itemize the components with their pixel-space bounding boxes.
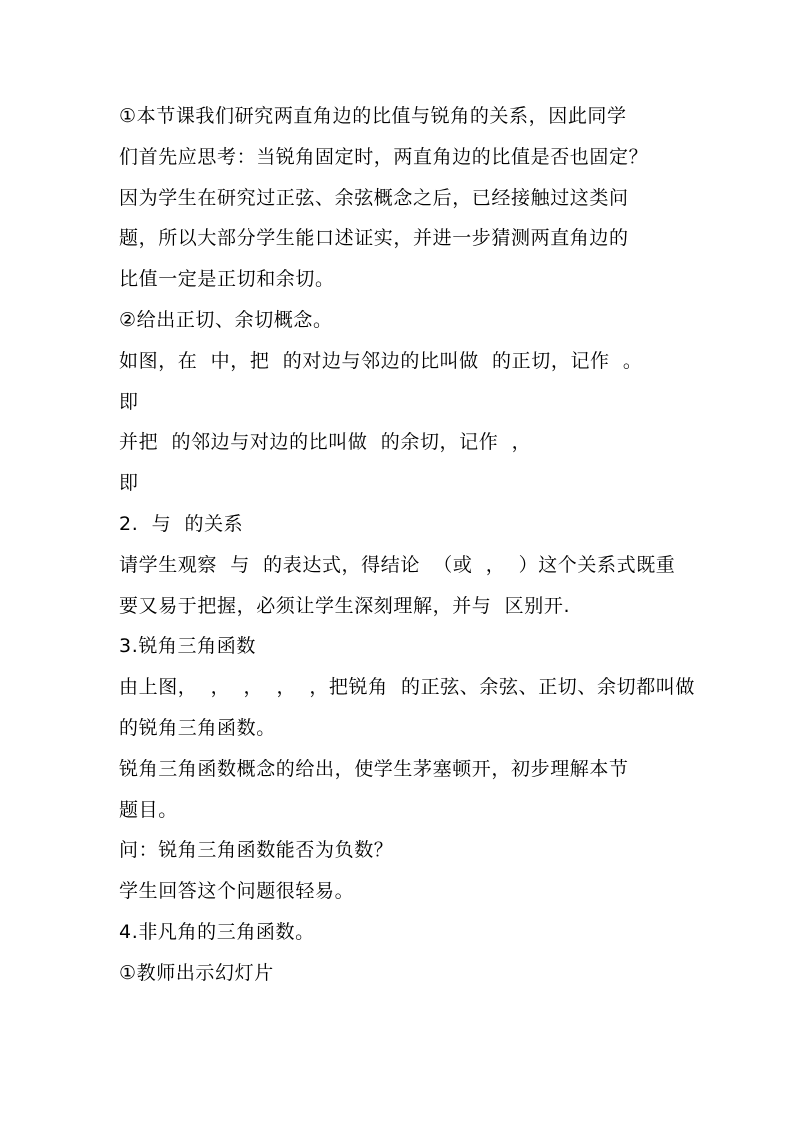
paragraph-line: 问：锐角三角函数能否为负数？ — [119, 839, 394, 862]
section-heading: 3.锐角三角函数 — [119, 635, 256, 658]
paragraph-line: 要又易于把握，必须让学生深刻理解，并与 区别开. — [119, 594, 571, 617]
paragraph-line: 们首先应思考：当锐角固定时，两直角边的比值是否也固定？ — [119, 145, 649, 168]
section-heading: 2. 与 的关系 — [119, 512, 244, 535]
paragraph-line: 即 — [119, 390, 139, 413]
paragraph-line: 如图，在 中，把 的对边与邻边的比叫做 的正切，记作 。 — [119, 349, 643, 372]
section-heading: 4.非凡角的三角函数。 — [119, 920, 315, 943]
paragraph-line: 学生回答这个问题很轻易。 — [119, 880, 355, 903]
paragraph-line: 因为学生在研究过正弦、余弦概念之后，已经接触过这类问 — [119, 186, 629, 209]
paragraph-line: 题目。 — [119, 798, 178, 821]
paragraph-line: 的锐角三角函数。 — [119, 716, 276, 739]
paragraph-line: 锐角三角函数概念的给出，使学生茅塞顿开，初步理解本节 — [119, 757, 629, 780]
paragraph-line: ①教师出示幻灯片 — [119, 961, 274, 984]
paragraph-line: 比值一定是正切和余切。 — [119, 268, 335, 291]
paragraph-line: 题，所以大部分学生能口述证实，并进一步猜测两直角边的 — [119, 227, 629, 250]
document-body — [119, 96, 695, 994]
paragraph-line: ②给出正切、余切概念。 — [119, 308, 333, 331]
paragraph-line: 并把 的邻边与对边的比叫做 的余切，记作 ， — [119, 431, 532, 454]
paragraph-line: 即 — [119, 472, 139, 495]
paragraph-line: 请学生观察 与 的表达式，得结论 （或 ， ）这个关系式既重 — [119, 553, 676, 576]
paragraph-line: 由上图， ， ， ， ，把锐角 的正弦、余弦、正切、余切都叫做 — [119, 676, 695, 699]
paragraph-line: ①本节课我们研究两直角边的比值与锐角的关系，因此同学 — [119, 105, 627, 127]
